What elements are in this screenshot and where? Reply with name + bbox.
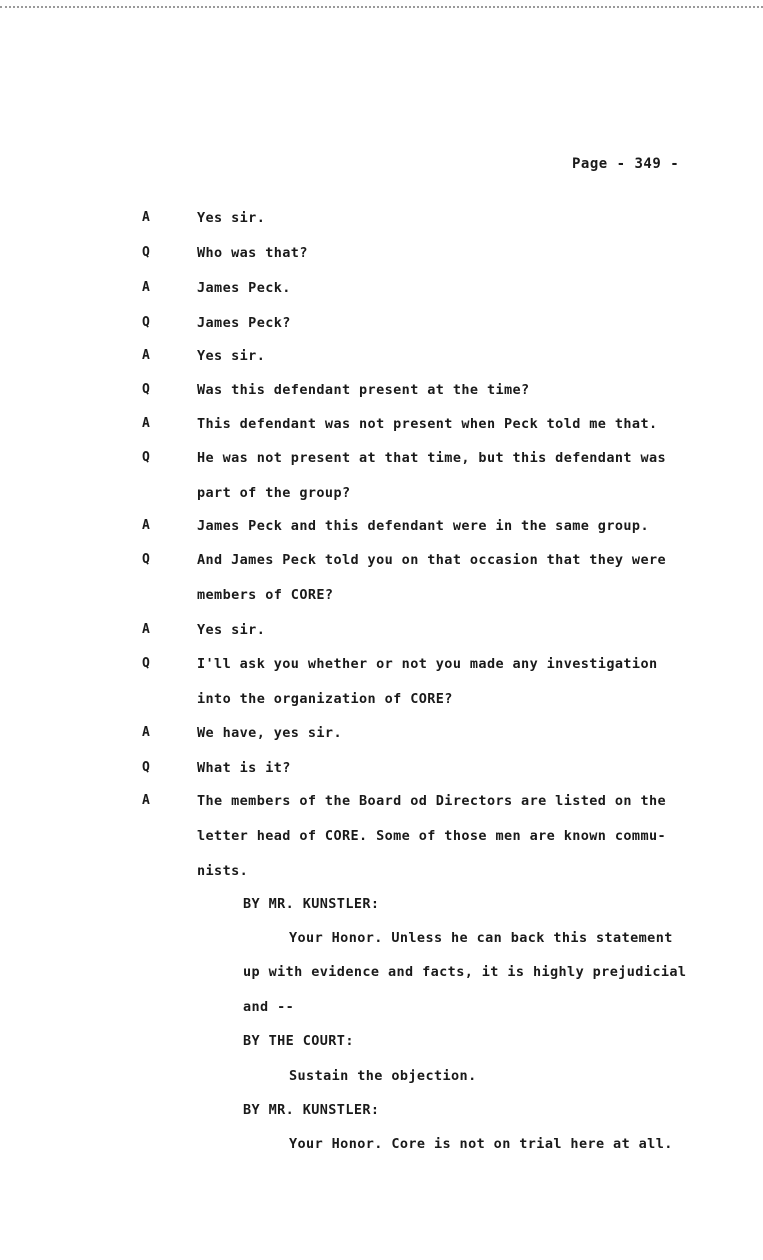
- testimony-line: nists.: [197, 863, 249, 879]
- speaker-mark: Q: [142, 552, 150, 567]
- page-top-edge: [0, 0, 763, 8]
- testimony-line: What is it?: [197, 760, 291, 776]
- testimony-line: letter head of CORE. Some of those men are known commu-: [197, 828, 667, 844]
- speaker-mark: A: [142, 793, 150, 808]
- speaker-heading: BY THE COURT:: [243, 1033, 354, 1049]
- testimony-line: Yes sir.: [197, 622, 266, 638]
- testimony-line: The members of the Board od Directors are listed on the: [197, 793, 667, 809]
- testimony-line: I'll ask you whether or not you made any investigation: [197, 656, 658, 672]
- speaker-mark: Q: [142, 656, 150, 671]
- speaker-mark: Q: [142, 382, 150, 397]
- speaker-mark: A: [142, 280, 150, 295]
- testimony-line: James Peck?: [197, 315, 291, 331]
- speaker-mark: A: [142, 210, 150, 225]
- testimony-line: Who was that?: [197, 245, 308, 261]
- testimony-line: part of the group?: [197, 485, 351, 501]
- testimony-line: We have, yes sir.: [197, 725, 342, 741]
- colloquy-line: Sustain the objection.: [289, 1068, 477, 1084]
- speaker-mark: A: [142, 518, 150, 533]
- testimony-line: members of CORE?: [197, 587, 334, 603]
- testimony-line: into the organization of CORE?: [197, 691, 453, 707]
- testimony-line: Yes sir.: [197, 348, 266, 364]
- testimony-line: James Peck and this defendant were in the same group.: [197, 518, 649, 534]
- colloquy-line: Your Honor. Core is not on trial here at all.: [289, 1136, 673, 1152]
- testimony-line: This defendant was not present when Peck told me that.: [197, 416, 658, 432]
- speaker-mark: A: [142, 416, 150, 431]
- colloquy-line: Your Honor. Unless he can back this statement: [289, 930, 673, 946]
- testimony-line: Was this defendant present at the time?: [197, 382, 530, 398]
- testimony-line: James Peck.: [197, 280, 291, 296]
- colloquy-line: and --: [243, 999, 295, 1015]
- speaker-heading: BY MR. KUNSTLER:: [243, 1102, 380, 1118]
- speaker-mark: A: [142, 622, 150, 637]
- testimony-line: And James Peck told you on that occasion that they were: [197, 552, 667, 568]
- page-number: Page - 349 -: [572, 156, 680, 172]
- speaker-mark: Q: [142, 245, 150, 260]
- speaker-mark: Q: [142, 760, 150, 775]
- testimony-line: He was not present at that time, but this defendant was: [197, 450, 667, 466]
- speaker-mark: A: [142, 725, 150, 740]
- speaker-mark: Q: [142, 450, 150, 465]
- colloquy-line: up with evidence and facts, it is highly prejudicial: [243, 964, 687, 980]
- testimony-line: Yes sir.: [197, 210, 266, 226]
- speaker-mark: Q: [142, 315, 150, 330]
- speaker-mark: A: [142, 348, 150, 363]
- speaker-heading: BY MR. KUNSTLER:: [243, 896, 380, 912]
